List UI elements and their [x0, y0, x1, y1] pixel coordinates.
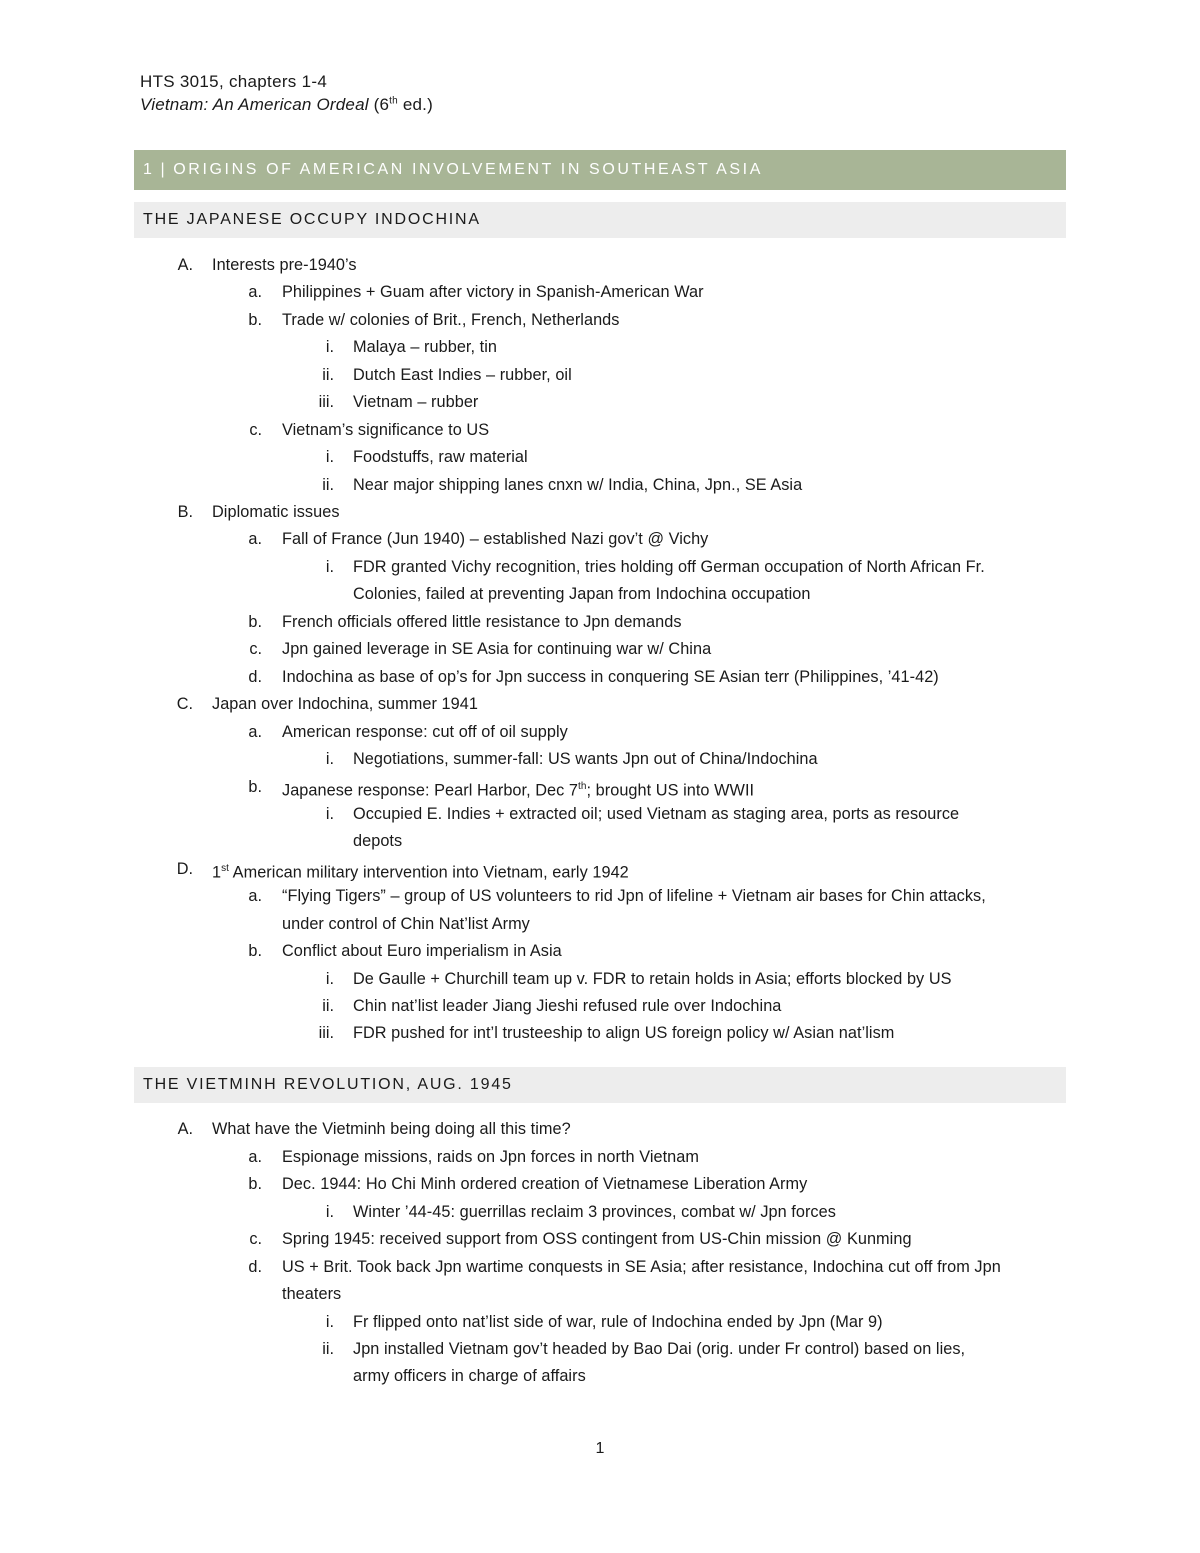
outline-marker: D.: [176, 860, 193, 878]
outline-marker: a.: [248, 283, 262, 301]
outline-item: [212, 502, 340, 522]
outline-item-text: Philippines + Guam after victory in Spanish-American War: [282, 283, 704, 301]
outline-item: [353, 1366, 586, 1386]
outline-item-text: Interests pre-1940’s: [212, 256, 357, 274]
outline-item-text: theaters: [282, 1285, 342, 1303]
outline-item-text: Jpn installed Vietnam gov’t headed by Bao Dai (orig. under Fr control) based on lies,: [353, 1340, 966, 1358]
outline-marker: b.: [248, 311, 262, 329]
outline-item: [282, 722, 568, 742]
outline-marker: ii.: [322, 1340, 334, 1358]
outline-item: [282, 914, 530, 934]
outline-item: [353, 1023, 894, 1043]
outline-marker: iii.: [318, 1024, 334, 1042]
outline-marker: ii.: [322, 997, 334, 1015]
section-heading-bar: [134, 202, 1066, 238]
outline-item: [282, 667, 939, 687]
outline-item: [353, 392, 478, 412]
outline-item-text: Dutch East Indies – rubber, oil: [353, 366, 572, 384]
outline-item: [282, 529, 708, 549]
chapter-title: ORIGINS OF AMERICAN INVOLVEMENT IN SOUTHEAST ASIA: [173, 161, 763, 178]
section-title: THE JAPANESE OCCUPY INDOCHINA: [143, 211, 481, 228]
outline-item: [282, 639, 711, 659]
outline-item: [353, 1312, 883, 1332]
outline-item: [353, 804, 959, 824]
outline-marker: d.: [248, 1258, 262, 1276]
outline-item-text: Occupied E. Indies + extracted oil; used Vietnam as staging area, ports as resource: [353, 805, 960, 823]
outline-item: [353, 447, 528, 467]
outline-item-text: Fall of France (Jun 1940) – established Nazi gov’t @ Vichy: [282, 530, 709, 548]
outline-item-text: FDR granted Vichy recognition, tries holding off German occupation of North African Fr.: [353, 558, 985, 576]
chapter-heading-bar: [134, 150, 1066, 190]
outline-item-text: “Flying Tigers” – group of US volunteers to rid Jpn of lifeline + Vietnam air bases for Chin attacks,: [282, 887, 986, 905]
outline-item: [282, 1284, 341, 1304]
outline-item-text: What have the Vietminh being doing all this time?: [212, 1120, 571, 1138]
outline-item-text: Conflict about Euro imperialism in Asia: [282, 942, 562, 960]
outline-marker: C.: [176, 695, 193, 713]
outline-marker: c.: [249, 1230, 262, 1248]
outline-marker: b.: [248, 942, 262, 960]
outline-item-text-continued: American military intervention into Vietnam, early 1942: [229, 863, 629, 882]
outline-item-superscript: th: [578, 781, 587, 792]
outline-item: [353, 831, 402, 851]
outline-item-superscript: st: [221, 863, 229, 874]
outline-marker: i.: [325, 970, 334, 988]
outline-marker: iii.: [318, 393, 334, 411]
outline-item: [353, 749, 818, 769]
outline-item: [353, 969, 952, 989]
outline-item: [212, 859, 629, 882]
outline-marker: c.: [249, 421, 262, 439]
outline-item-text: Jpn gained leverage in SE Asia for continuing war w/ China: [282, 640, 712, 658]
outline-item-text: US + Brit. Took back Jpn wartime conquests in SE Asia; after resistance, Indochina cut off from Jpn: [282, 1258, 1001, 1276]
outline-item: [282, 777, 754, 800]
outline-item-text: Diplomatic issues: [212, 503, 340, 521]
outline-item-text: French officials offered little resistance to Jpn demands: [282, 613, 682, 631]
outline-item: [282, 941, 562, 961]
outline-item: [353, 1202, 836, 1222]
outline-item: [212, 255, 357, 275]
outline-marker: ii.: [322, 366, 334, 384]
outline-item-text: Dec. 1944: Ho Chi Minh ordered creation of Vietnamese Liberation Army: [282, 1175, 808, 1193]
edition-sup: th: [389, 95, 398, 107]
outline-item: [353, 996, 781, 1016]
chapter-separator: |: [160, 161, 168, 178]
outline-item: [282, 310, 619, 330]
book-title: Vietnam: An American Ordeal: [140, 95, 369, 114]
outline-item-text: depots: [353, 832, 403, 850]
outline-item-text: Chin nat’list leader Jiang Jieshi refused rule over Indochina: [353, 997, 782, 1015]
outline-item-text: Winter ’44-45: guerrillas reclaim 3 provinces, combat w/ Jpn forces: [353, 1203, 836, 1221]
outline-item: [282, 612, 682, 632]
outline-marker: i.: [325, 750, 334, 768]
outline-item-text: Fr flipped onto nat’list side of war, rule of Indochina ended by Jpn (Mar 9): [353, 1313, 883, 1331]
outline-item-text: American response: cut off of oil supply: [282, 723, 568, 741]
outline-marker: a.: [248, 887, 262, 905]
outline-item: [282, 282, 704, 302]
edition-close: ed.): [397, 95, 433, 114]
outline-item-text: De Gaulle + Churchill team up v. FDR to retain holds in Asia; efforts blocked by US: [353, 970, 952, 988]
outline-item-text: Spring 1945: received support from OSS contingent from US-Chin mission @ Kunming: [282, 1230, 912, 1248]
outline-item: [353, 365, 572, 385]
outline-item: [282, 1174, 807, 1194]
outline-item: [353, 337, 497, 357]
outline-item-text: Japan over Indochina, summer 1941: [212, 695, 478, 713]
outline-item-text: Vietnam’s significance to US: [282, 421, 490, 439]
section-title: THE VIETMINH REVOLUTION, AUG. 1945: [143, 1076, 513, 1093]
edition-open: (6: [368, 95, 390, 114]
outline-marker: a.: [248, 530, 262, 548]
outline-item-text-continued: ; brought US into WWII: [586, 781, 755, 800]
outline-marker: a.: [248, 1148, 262, 1166]
outline-marker: b.: [248, 778, 262, 796]
outline-item: [282, 1229, 912, 1249]
book-title-line: [140, 95, 433, 115]
outline-item-text: FDR pushed for int’l trusteeship to align US foreign policy w/ Asian nat’lism: [353, 1024, 895, 1042]
outline-marker: B.: [177, 503, 193, 521]
outline-item: [353, 584, 810, 604]
outline-item: [353, 475, 802, 495]
outline-item-text: Trade w/ colonies of Brit., French, Netherlands: [282, 311, 620, 329]
outline-marker: i.: [325, 448, 334, 466]
outline-marker: a.: [248, 723, 262, 741]
outline-marker: c.: [249, 640, 262, 658]
section-heading-bar: [134, 1067, 1066, 1103]
outline-item-text: Indochina as base of op’s for Jpn success in conquering SE Asian terr (Philippines, ’41-42): [282, 668, 939, 686]
outline-marker: b.: [248, 613, 262, 631]
outline-item: [353, 557, 985, 577]
outline-item-text: Malaya – rubber, tin: [353, 338, 497, 356]
outline-item: [282, 420, 489, 440]
outline-item-text: Japanese response: Pearl Harbor, Dec 7: [282, 781, 579, 800]
page-number: 1: [595, 1440, 605, 1457]
outline-marker: ii.: [322, 476, 334, 494]
outline-item-text: 1: [212, 863, 222, 882]
outline-marker: A.: [177, 1120, 193, 1138]
outline-marker: A.: [177, 256, 193, 274]
outline-item-text: army officers in charge of affairs: [353, 1367, 586, 1385]
outline-item-text: Vietnam – rubber: [353, 393, 479, 411]
outline-marker: b.: [248, 1175, 262, 1193]
outline-item-text: Foodstuffs, raw material: [353, 448, 528, 466]
outline-item-text: Near major shipping lanes cnxn w/ India, China, Jpn., SE Asia: [353, 476, 803, 494]
outline-item-text: Negotiations, summer-fall: US wants Jpn out of China/Indochina: [353, 750, 818, 768]
outline-marker: i.: [325, 805, 334, 823]
outline-item: [353, 1339, 965, 1359]
outline-marker: d.: [248, 668, 262, 686]
outline-item: [282, 1147, 699, 1167]
outline-item: [212, 694, 478, 714]
outline-item: [212, 1119, 571, 1139]
outline-item: [282, 886, 986, 906]
outline-item: [282, 1257, 1001, 1277]
course-heading: HTS 3015, chapters 1-4: [140, 72, 328, 91]
outline-item-text: under control of Chin Nat’list Army: [282, 915, 530, 933]
outline-marker: i.: [325, 338, 334, 356]
chapter-number: 1: [143, 161, 155, 178]
outline-marker: i.: [325, 1313, 334, 1331]
outline-marker: i.: [325, 1203, 334, 1221]
outline-item-text: Colonies, failed at preventing Japan from Indochina occupation: [353, 585, 811, 603]
outline-item-text: Espionage missions, raids on Jpn forces in north Vietnam: [282, 1148, 699, 1166]
outline-marker: i.: [325, 558, 334, 576]
